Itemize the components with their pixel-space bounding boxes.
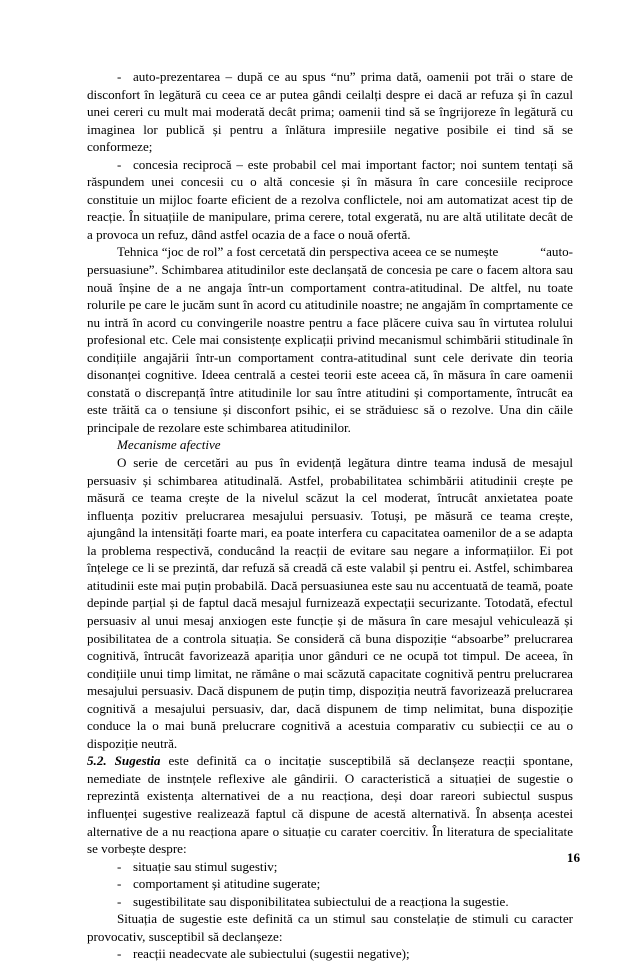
dash-bullet: - (117, 858, 122, 874)
paragraph-text: concesia reciprocă – este probabil cel mai important factor; noi suntem tentați să răspundem unei concesii cu o altă concesie și în măsura în care concesiile reciproce constituie un mijloc foarte eficient de a rezolva conflictele, noi am automatizat acest tip de reacție. În situațiile de manipulare, prima cerere, total exgerată, nu are altă utilitate decât de a provoca un refuz, dând astfel ocazia de a face o nouă ofertă. (87, 156, 573, 242)
paragraph-teama: O serie de cercetări au pus în evidență legătura dintre teama indusă de mesajul persuasiv și schimbarea atitudinală. Astfel, probabilitatea schimbării atitudinii crește pe măsură ce teama crește de la nivelul scăzut la cel moderat, întrucât anxietatea poate influența pozitiv prelucrarea mesajului persuasiv. Totuși, pe măsură ce teama crește, ajungând la intensități foarte mari, ea poate interfera cu capacitatea oamenilor de a se adapta la problema respectivă, conducând la reacții de evitare sau negare a informațiilor. Ei pot înțelege ce li se prezintă, dar refuză să creadă că este valabil și pentru ei. Astfel, schimbarea atitudinii este mai puțin probabilă. Dacă persuasiunea este sau nu accentuată de teamă, poate depinde parțial și de faptul dacă mesajul furnizează expectații securizante. Totodată, efectul persuasiv al unui mesaj anxiogen este funcție și de măsura în care mesajul vehiculează și posibilitatea de a controla situația. Se consideră că buna dispoziție “absoarbe” prelucrarea cognitivă, întrucât favorizează apariția unor gânduri ce ne ocupă tot timpul. De aceea, în condițiile unui timp limitat, ne rămâne o mai scăzută capacitate cognitivă pentru prelucrarea mesajului persuasiv. Dacă dispunem de puțin timp, dispoziția neutră favorizează prelucrarea cognitivă a mesajului persuasiv, dar, dacă dispunem de timp nelimitat, buna dispoziție conduce la o mai bună prelucrare cognitivă a acestuia comparativ cu subiecții ce au o dispoziție neutră. (87, 455, 573, 751)
list-item (87, 875, 573, 893)
dash-bullet: - (117, 893, 122, 909)
page-number: 16 (566, 850, 580, 865)
dash-bullet: - (117, 156, 122, 172)
dash-bullet: - (117, 876, 122, 892)
dash-paragraph-concesia (87, 156, 573, 244)
paragraph-text: auto-prezentarea – după ce au spus “nu” prima dată, oamenii pot trăi o stare de disconfort în legătură cu ceea ce ar putea gândi ceilalți despre ei dacă ar refuza și în cazul unei cereri cu mult mai moderată decât prima; oamenii tind să se îngrijoreze în legătură cu imaginea lor publică și pentru a înlătura impresiile negative posibile ei tind să se conformeze; (87, 69, 573, 155)
dash-bullet: - (117, 946, 122, 962)
section-title: Sugestia (114, 753, 161, 769)
list-item (87, 858, 573, 876)
dash-paragraph-auto-prezentarea (87, 68, 573, 156)
section-number: 5.2. (87, 753, 107, 769)
paragraph-text: este definită ca o incitație susceptibilă să declanșeze reacții spontane, nemediate de instnțele reflexive ale gândirii. O caracteristică a situației de sugestie o reprezintă existența alternativei de a nu reacționa, deși doar rareori subiectul suspus influenței sugestive realizează faptul că dispune de acestă alternativă. În absența acestei alternative de a nu reacționa apare o situație cu carater coercitiv. În literatura de specialitate se vorbește despre: (87, 753, 574, 857)
list-item-text: comportament și atitudine sugerate; (133, 876, 321, 892)
list-item-text: reacții neadecvate ale subiectului (sugestii negative); (133, 946, 410, 962)
list-item-text: situație sau stimul sugestiv; (133, 858, 278, 874)
paragraph-situatia-de-sugestie: Situația de sugestie este definită ca un stimul sau constelație de stimuli cu caracter provocativ, susceptibil să declanșeze: (87, 911, 573, 944)
list-item-text: sugestibilitate sau disponibilitatea subiectului de a reacționa la sugestie. (133, 893, 509, 909)
document-body (87, 68, 573, 963)
paragraph-text-start: Tehnica “joc de rol” a fost cercetată din perspectiva aceea ce se numește (117, 244, 499, 260)
dash-bullet: - (117, 69, 122, 84)
subheading-mecanisme-afective: Mecanisme afective (117, 437, 221, 453)
paragraph-text-end: “auto-persuasiune”. Schimbarea atitudinilor este declanșată de concesia pe care o facem altora sau nouă înșine de a ne angaja într-un comportament contra-atitudinal. De altfel, nu toate rolurile pe care le jucăm sunt în acord cu atitudinile noastre; ne angajăm în comprtamente ce nu intră în acord cu convingerile noastre pentru a face plăcere cuiva sau în virtutea rolului profesional etc. Cele mai consistențe explicații privind mecanismul schimbării stitudinale în condițiile angajării într-un comportament contra-atitudinal sunt cele derivate din teoria disonanței cognitive. Ideea centrală a cestei teorii este aceea că, în măsura în care oamenii constată o discrepanță între atitudinile lor sau între atitudini și comportamente, întrucât ea este trăită ca o tensiune și disconfort psihic, ei se străduiesc să o rezolve. Una din căile principale de rezolare este schimbarea atitudinilor. (87, 244, 573, 435)
list-item (87, 945, 573, 963)
section-paragraph-sugestia (87, 752, 573, 857)
paragraph-joc-de-rol (87, 243, 573, 436)
list-item (87, 893, 573, 911)
